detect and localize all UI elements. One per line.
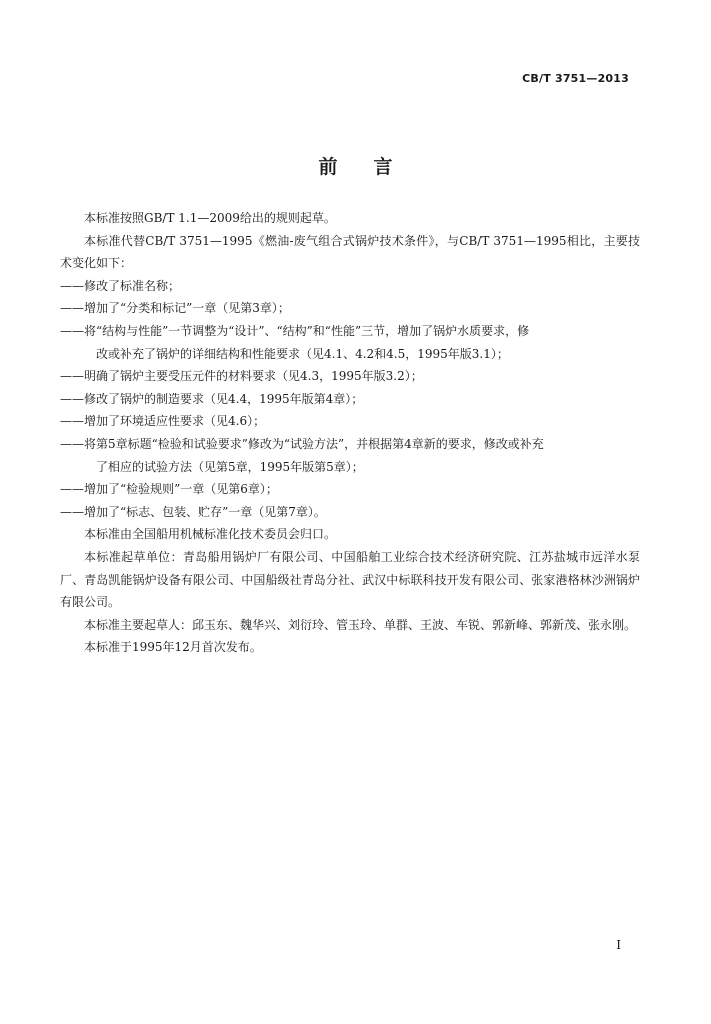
paragraph-drafting-rules: 本标准按照GB/T 1.1—2009给出的规则起草。 [84, 211, 336, 225]
paragraph-replacement: 本标准代替CB/T 3751—1995《燃油-废气组合式锅炉技术条件》，与CB/T 3751—1995相比，主要技术变化如下： [60, 233, 640, 271]
paragraph-first-release: 本标准于1995年12月首次发布。 [84, 640, 262, 655]
change-item: ——增加了环境适应性要求（见4.6）； [60, 414, 266, 429]
title-char-1: 前 [318, 156, 338, 178]
change-item: ——修改了锅炉的制造要求（见4.4，1995年版第4章）； [60, 391, 364, 406]
change-item: ——增加了“分类和标记”一章（见第3章）； [60, 301, 290, 316]
change-item: ——将第5章标题“检验和试验要求”修改为“试验方法”，并根据第4章新的要求，修改或补充 了相应的试验方法（见第5章，1995年版第5章）； [60, 436, 544, 474]
page-title [0, 152, 711, 179]
change-item: ——明确了锅炉主要受压元件的材料要求（见4.3，1995年版3.2）； [60, 369, 423, 384]
page-number: I [616, 938, 621, 952]
paragraph-drafting-units: 本标准起草单位：青岛船用锅炉厂有限公司、中国船舶工业综合技术经济研究院、江苏盐城市远洋水泵厂、青岛凯能锅炉设备有限公司、中国船级社青岛分社、武汉中标联科技开发有限公司、张家港格林沙洲锅炉有限公司。 [60, 549, 640, 610]
paragraph-committee: 本标准由全国船用机械标准化技术委员会归口。 [84, 527, 337, 542]
change-item: ——增加了“检验规则”一章（见第6章）； [60, 482, 278, 497]
standard-code: CB/T 3751—2013 [522, 72, 629, 85]
foreword-body [60, 207, 640, 659]
changes-list [60, 275, 640, 524]
paragraph-drafters: 本标准主要起草人：邱玉东、魏华兴、刘衍玲、管玉玲、单群、王波、车锐、郭新峰、郭新茂、张永刚。 [84, 617, 637, 632]
change-item: ——将“结构与性能”一节调整为“设计”、“结构”和“性能”三节，增加了锅炉水质要求，修 改或补充了锅炉的详细结构和性能要求（见4.1、4.2和4.5，1995年版3.1）； [60, 323, 530, 361]
title-char-2: 言 [373, 156, 393, 178]
change-item: ——增加了“标志、包装、贮存”一章（见第7章）。 [60, 504, 326, 519]
change-item: ——修改了标准名称； [60, 278, 181, 293]
